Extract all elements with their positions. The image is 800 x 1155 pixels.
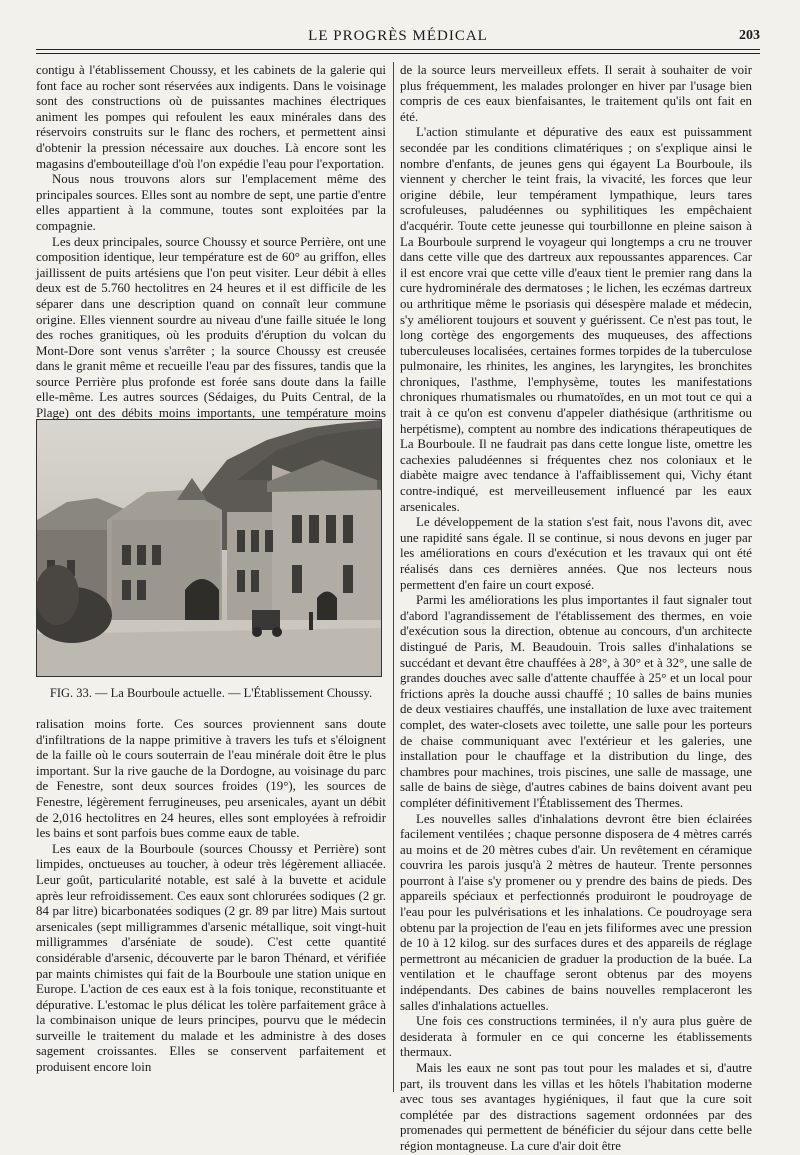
left-column-bottom [36,717,386,1076]
paragraph: Les nouvelles salles d'inhalations devront être bien éclairées facilement ventilées ; chaque personne disposera de 4 mètres carrés au moins et de 20 mètres cubes d'air. Un revêtement en céramique couvrira les parois jusqu'à 2 mètres de hauteur. Trente personnes pourront à l'aise s'y promener ou y prendre des bains de pieds. Des appareils spéciaux et perfectionnés produiront le poudroyage de l'eau pour les pulvérisations et les inhalations. Ce poudroyage sera obtenu par la projection de l'eau en jets filiformes avec une pression de 10 à 12 kilog. sur des surfaces dures et des appareils de réglage permettront au mécanicien de graduer la production de la buée. La ventilation et le chauffage seront obtenus par des moyens indépendants. Des cabines de bains nouvelles remplaceront les salles d'inhalations actuelles. [400,811,752,1013]
paragraph: de la source leurs merveilleux effets. Il serait à souhaiter de voir plus fréquemment, les malades prolonger en hiver par l'usage bien compris de ces eaux bienfaisantes, le traitement qu'ils ont fait en été. [400,63,752,124]
paragraph: Parmi les améliorations les plus importantes il faut signaler tout d'abord l'agrandissement de l'établissement des thermes, en voie d'exécution sous la direction, obtenue au concours, d'un architecte distingué de Paris, M. Beaudouin. Trois salles d'inhalations se succédant et devant être chauffées à 28°, à 30° et à 32°, une salle de grandes douches avec salle d'attente chauffée à 25° et un local pour frictions après la douche aussi chauffé ; 10 salles de bains munies de deux vestiaires chauffés, une installation de luxe avec traitement complet, des water-closets avec toilette, une salle pour les porteurs de chaise communiquant avec l'extérieur et les galeries, une installation pour le chauffage et la distribution du linge, des chambres pour machines, trois piscines, une salle de massage, une salle de bains de siège, d'autres cabines de bains doivent avant peu compléter définitivement l'Établissement des Thermes. [400,593,752,810]
right-column [400,63,752,1155]
journal-title: LE PROGRÈS MÉDICAL [308,28,488,44]
paragraph: Le développement de la station s'est fait, nous l'avons dit, avec une rapidité sans égale. Il se continue, si nous devons en juger par les améliorations en cours d'exécution et les travaux qui ont été réalisés dans ces dernières années. Que nos lecteurs nous permettent d'en faire un court exposé. [400,515,752,592]
establishment-photograph [36,419,382,677]
column-separator [393,62,394,1092]
page-number: 203 [739,28,760,43]
paragraph: Nous nous trouvons alors sur l'emplacement même des principales sources. Elles sont au nombre de sept, une partie d'entre elles appartient à la commune, toutes sont exploitées par la compagnie. [36,172,386,233]
paragraph: Les eaux de la Bourboule (sources Choussy et Perrière) sont limpides, onctueuses au toucher, à odeur très légèrement alliacée. Leur goût, particularité notable, est salé à la buvette et acidule après leur refroidissement. Ces eaux sont chlorurées sodiques (2 gr. 84 par litre) bicarbonatées sodiques (2 gr. 89 par litre) Mais surtout arsenicales (sept milligrammes d'arsenic métallique, soit vingt-huit milligrammes d'arséniate de soude). C'est cette quantité considérable d'arsenic, découverte par le baron Thénard, et vérifiée par maints chimistes qui fait de la Bourboule une station unique en Europe. L'action de ces eaux est à la fois tonique, reconstituante et dépurative. L'estomac le plus délicat les tolère parfaitement grâce à la combinaison unique de leurs principes, pourvu que le médecin surveille le traitement du malade et les administre à des doses sagement croissantes. Elles se conservent parfaitement et produisent encore loin [36,841,386,1075]
left-column-top [36,63,386,437]
paragraph: Mais les eaux ne sont pas tout pour les malades et si, d'autre part, ils trouvent dans les villas et les hôtels l'habitation moderne avec tous ses avantages hygiéniques, il faut que la cure soit complétée par des distractions sagement ordonnées par des promenades qui permettent de bénéficier du séjour dans cette belle région montagneuse. La cure d'air doit être [400,1061,752,1153]
paragraph: contigu à l'établissement Choussy, et les cabinets de la galerie qui font face au rocher sont réservées aux indigents. Dans le voisinage sont des constructions où de puissantes machines électriques animent les pompes qui refoulent les eaux minérales dans des réservoirs construits sur le flanc des rochers, et permettent ainsi d'obtenir la pression nécessaire aux douches. Là encore sont les magasins d'embouteillage d'où l'on expédie l'eau pour l'exportation. [36,63,386,171]
building-illustration [37,420,381,676]
header-rule-top [36,49,760,50]
header-rule-bottom [36,53,760,54]
page-header [36,26,760,48]
paragraph: L'action stimulante et dépurative des eaux est puissamment secondée par les conditions climatériques ; on s'explique ainsi le nombre d'enfants, de jeunes gens qui égayent La Bourboule, ils viennent y chercher le teint frais, la vivacité, les forces que leur origine débile, leur tempérament lympathique, leurs tares scrofuleuses, paludéennes ou syphilitiques les empêchaient d'acquérir. Toute cette jeunesse qui tourbillonne en pleine saison à La Bourboule surprend le voyageur qui longtemps a cru ne trouver dans cette ville que des dartreux aux repoussantes apparences. Car il est encore vrai que cette ville d'eaux tient le premier rang dans la cure hydrominérale des dermatoses ; le lichen, les eczémas dartreux ou arthritique même le psoriasis qui désespère malade et médecin, s'y améliorent toujours et souvent y guérissent. Ce n'est pas tout, le long cortège des engorgements des muqueuses, des affections tuberculeuses localisées, certaines formes torpides de la tuberculose pulmonaire, les rhinites, les angines, les laryngites, les bronchites chroniques, l'asthme, l'emphysème, toutes les manifestations chroniques rhumatismales ou rhumatoïdes, en un mot tout ce qui a trait à ce qu'on est convenu d'appeler diathésique (arthritisme ou herpétisme), comptent au nombre des indications thérapeutiques de La Bourboule. Il ne faudrait pas dans cette longue liste, omettre les cachexies paludéennes si fréquentes chez nos coloniaux et le diabète maigre avec tendance à l'affaiblissement qui, Vichy étant contre-indiqué, est merveilleusement influencé par les eaux arsenicales. [400,125,752,514]
paragraph: ralisation moins forte. Ces sources proviennent sans doute d'infiltrations de la nappe primitive à travers les tufs et s'éloignent de la faille où le cours souterrain de l'eau minérale doit être le plus important. Sur la rive gauche de la Dordogne, au voisinage du parc de Fenestre, sont deux sources froides (19°), les sources de Fenestre, légèrement ferrugineuses, peu arsenicales, ayant un débit de 2,016 hectolitres en 24 heures, elles sont employées à refroidir les bains et sont parfois bues comme eaux de table. [36,717,386,841]
paragraph: Une fois ces constructions terminées, il n'y aura plus guère de desiderata à formuler en ce qui concerne les établissements thermaux. [400,1014,752,1060]
paragraph: Les deux principales, source Choussy et source Perrière, ont une composition identique, leur température est de 60° au griffon, elles jaillissent de puits artésiens que l'on peut visiter. Leur débit à elles deux est de 5.760 hectolitres en 24 heures et il est difficile de les séparer dans une description quand on connaît leur commune origine. Elles viennent sourdre au niveau d'une faille située le long des roches granitiques, où les produits d'éruption du volcan du Mont-Dore sont venus s'arrêter ; la source Choussy est creusée dans le granit même et recueille l'eau par des fissures, tandis que la source Perrière plus profonde est forée sans doute dans la faille elle-même. Les autres sources (Sédaiges, du Puits Central, de la Plage) ont des débits moins importants, une température moins [36,234,386,421]
figure-caption: FIG. 33. — La Bourboule actuelle. — L'Établissement Choussy. [49,686,373,700]
